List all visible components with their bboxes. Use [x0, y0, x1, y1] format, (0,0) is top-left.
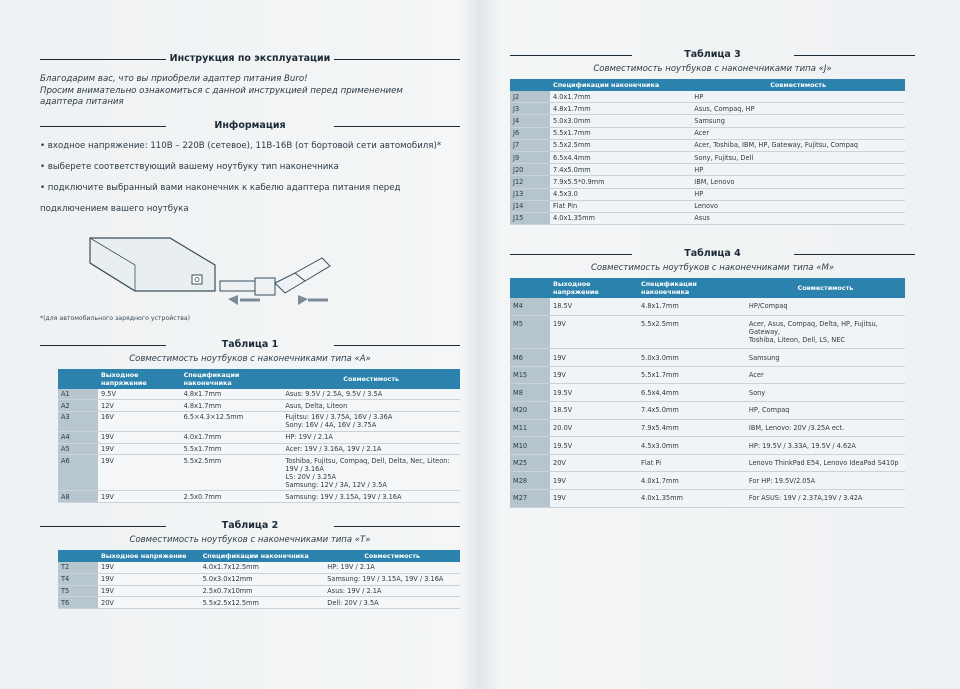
table-cell: HP, Compaq — [746, 402, 905, 420]
table-row — [510, 419, 905, 437]
table-row — [58, 431, 460, 443]
column-header: Совместимость — [324, 550, 460, 562]
table-cell: A5 — [58, 443, 98, 455]
instructions-heading: Инструкция по эксплуатации — [40, 52, 460, 66]
bullet-line: подключением вашего ноутбука — [40, 203, 189, 214]
table-cell: HP: 19.5V / 3.33A, 19.5V / 4.62A — [746, 437, 905, 455]
table-row — [58, 491, 460, 503]
table-cell: T5 — [58, 585, 98, 597]
table-cell: 5.5x2.5mm — [550, 139, 691, 151]
table-cell: 5.0x3.0mm — [550, 115, 691, 127]
table-body — [58, 389, 460, 503]
table-cell: M10 — [510, 437, 550, 455]
table-row — [510, 402, 905, 420]
table-cell: 19V — [98, 562, 200, 573]
table-row — [510, 139, 905, 151]
table-cell: M25 — [510, 454, 550, 472]
intro-line: Просим внимательно ознакомиться с данной инструкцией перед применением — [40, 85, 403, 96]
column-header — [58, 550, 98, 562]
info-bullets — [40, 141, 460, 215]
table-cell: Acer, Asus, Compaq, Delta, HP, Fujitsu, Gateway, Toshiba, Liteon, Dell, LS, NEC — [746, 315, 905, 349]
table-cell: Asus: 9.5V / 2.5A, 9.5V / 3.5A — [282, 389, 460, 400]
table-cell: A3 — [58, 412, 98, 432]
table-cell: J3 — [510, 103, 550, 115]
table-cell: 6.5×4.3×12.5mm — [181, 412, 283, 432]
table-cell: 7.9x5.5*0.9mm — [550, 176, 691, 188]
table-3 — [510, 79, 905, 225]
table-row — [510, 454, 905, 472]
table-cell: Dell: 20V / 3.5A — [324, 597, 460, 609]
column-header: Спецификации наконечника — [181, 369, 283, 389]
table-cell: M5 — [510, 315, 550, 349]
table-row — [510, 200, 905, 212]
table-row — [58, 573, 460, 585]
table-cell: HP — [691, 164, 905, 176]
table-cell: 19V — [550, 490, 638, 508]
table-row — [58, 400, 460, 412]
table-cell: T4 — [58, 573, 98, 585]
table-cell: 4.0x1.7mm — [638, 472, 746, 490]
table-cell: 20V — [98, 597, 200, 609]
table-cell: 4.0x1.7x12.5mm — [200, 562, 325, 573]
table-cell: M20 — [510, 402, 550, 420]
table-cell: 2.5x0.7mm — [181, 491, 283, 503]
column-header: Выходное напряжение — [98, 550, 200, 562]
table-cell: Samsung — [746, 349, 905, 367]
table-cell: 4.5x3.0 — [550, 188, 691, 200]
connector-diagram — [40, 223, 460, 313]
table-cell: 5.5x2.5x12.5mm — [200, 597, 325, 609]
table-row — [510, 472, 905, 490]
table-cell: Acer — [746, 366, 905, 384]
table-cell: 19V — [550, 315, 638, 349]
table-cell: J20 — [510, 164, 550, 176]
right-page — [510, 48, 915, 508]
table-cell: M28 — [510, 472, 550, 490]
table-cell: Flat Pin — [550, 200, 691, 212]
table-cell: 5.0x3.0x12mm — [200, 573, 325, 585]
table-cell: J14 — [510, 200, 550, 212]
table-cell: 19V — [98, 573, 200, 585]
table-cell: 19V — [98, 431, 181, 443]
table-row — [58, 455, 460, 491]
table1-subtitle: Совместимость ноутбуков с наконечниками типа «A» — [129, 353, 371, 364]
table-cell: 20V — [550, 454, 638, 472]
table-row — [58, 443, 460, 455]
table-cell: 19.5V — [550, 437, 638, 455]
table3-subtitle: Совместимость ноутбуков с наконечниками типа «J» — [593, 64, 832, 74]
table-cell: J15 — [510, 212, 550, 224]
table-cell: Asus — [691, 212, 905, 224]
column-header: Спецификации наконечника — [638, 278, 746, 298]
table-header-row — [58, 369, 460, 389]
table-cell: Samsung: 19V / 3.15A, 19V / 3.16A — [324, 573, 460, 585]
table-2 — [58, 550, 460, 609]
footnote: *(для автомобильного зарядного устройства) — [40, 314, 191, 322]
table-4 — [510, 278, 905, 508]
table-cell: 4.0x1.7mm — [181, 431, 283, 443]
table-cell: 6.5x4.4mm — [638, 384, 746, 402]
table-cell: 7.4x5.0mm — [638, 402, 746, 420]
table-cell: For HP: 19.5V/2.05A — [746, 472, 905, 490]
table-row — [58, 597, 460, 609]
table-cell: M11 — [510, 419, 550, 437]
column-header — [510, 278, 550, 298]
info-heading: Информация — [40, 119, 460, 133]
bullet-line: • подключите выбранный вами наконечник к кабелю адаптера питания перед — [40, 182, 401, 193]
table-row — [58, 412, 460, 432]
table-row — [510, 188, 905, 200]
intro-text — [40, 74, 460, 109]
table-cell: 4.8x1.7mm — [638, 298, 746, 315]
table-cell: Lenovo ThinkPad E54, Lenovo IdeaPad S410p — [746, 454, 905, 472]
table-row — [510, 127, 905, 139]
table-cell: Acer — [691, 127, 905, 139]
table-cell: 9.5V — [98, 389, 181, 400]
table1-title: Таблица 1 — [40, 338, 460, 352]
table-cell: HP — [691, 91, 905, 103]
table-cell: Acer: 19V / 3.16A, 19V / 2.1A — [282, 443, 460, 455]
table-row — [510, 115, 905, 127]
table-cell: 4.0x1.35mm — [550, 212, 691, 224]
table-header-row — [510, 79, 905, 91]
table-cell: 19V — [550, 349, 638, 367]
table-cell: 5.5x1.7mm — [638, 366, 746, 384]
table-cell: 5.5x2.5mm — [181, 455, 283, 491]
column-header: Выходное напряжение — [98, 369, 181, 389]
table-cell: Acer, Toshiba, IBM, HP, Gateway, Fujitsu, Compaq — [691, 139, 905, 151]
table-row — [510, 315, 905, 349]
table2-subtitle: Совместимость ноутбуков с наконечниками типа «T» — [129, 534, 371, 545]
table-row — [510, 366, 905, 384]
left-page — [40, 40, 460, 609]
table-cell: 4.8x1.7mm — [181, 400, 283, 412]
table-cell: 5.5x1.7mm — [181, 443, 283, 455]
table-cell: A1 — [58, 389, 98, 400]
table-body — [58, 562, 460, 609]
table-cell: 4.8x1.7mm — [181, 389, 283, 400]
table-cell: 7.9x5.4mm — [638, 419, 746, 437]
table-cell: J13 — [510, 188, 550, 200]
table3-title: Таблица 3 — [510, 48, 915, 62]
table-cell: A6 — [58, 455, 98, 491]
table-row — [510, 212, 905, 224]
table-row — [510, 437, 905, 455]
column-header — [510, 79, 550, 91]
column-header: Спецификации наконечника — [550, 79, 691, 91]
table-cell: 6.5x4.4mm — [550, 151, 691, 163]
table-cell: J12 — [510, 176, 550, 188]
table-cell: HP/Compaq — [746, 298, 905, 315]
table-cell: 20.0V — [550, 419, 638, 437]
table-row — [510, 164, 905, 176]
table-row — [510, 91, 905, 103]
table-cell: 12V — [98, 400, 181, 412]
table-cell: A4 — [58, 431, 98, 443]
table-cell: Samsung — [691, 115, 905, 127]
table-cell: 4.8x1.7mm — [550, 103, 691, 115]
table-cell: T6 — [58, 597, 98, 609]
table-cell: IBM, Lenovo: 20V /3.25A ect. — [746, 419, 905, 437]
table-header-row — [58, 550, 460, 562]
intro-line: Благодарим вас, что вы приобрели адаптер питания Buro! — [40, 74, 308, 84]
table-cell: 19V — [98, 455, 181, 491]
table-cell: M4 — [510, 298, 550, 315]
table-cell: 4.0x1.35mm — [638, 490, 746, 508]
table-row — [510, 151, 905, 163]
table-cell: Samsung: 19V / 3.15A, 19V / 3.16A — [282, 491, 460, 503]
laptop-plug-illustration — [40, 223, 340, 313]
table-row — [510, 298, 905, 315]
table-cell: A2 — [58, 400, 98, 412]
table-cell: Lenovo — [691, 200, 905, 212]
table-cell: HP: 19V / 2.1A — [282, 431, 460, 443]
table-cell: Asus, Delta, Liteon — [282, 400, 460, 412]
table-cell: For ASUS: 19V / 2.37A,19V / 3.42A — [746, 490, 905, 508]
table2-title: Таблица 2 — [40, 519, 460, 533]
table-cell: T2 — [58, 562, 98, 573]
table-cell: 7.4x5.0mm — [550, 164, 691, 176]
table-cell: 19V — [98, 443, 181, 455]
table-cell: J9 — [510, 151, 550, 163]
table-row — [58, 585, 460, 597]
table-cell: 5.5x2.5mm — [638, 315, 746, 349]
table-cell: 4.5x3.0mm — [638, 437, 746, 455]
column-header: Совместимость — [691, 79, 905, 91]
table-cell: Sony, Fujitsu, Dell — [691, 151, 905, 163]
column-header: Спецификации наконечника — [200, 550, 325, 562]
table-row — [510, 349, 905, 367]
column-header: Совместимость — [746, 278, 905, 298]
table-cell: Asus, Compaq, HP — [691, 103, 905, 115]
table-cell: M6 — [510, 349, 550, 367]
table-cell: Asus: 19V / 2.1A — [324, 585, 460, 597]
table-row — [510, 103, 905, 115]
table-cell: HP — [691, 188, 905, 200]
table-row — [510, 490, 905, 508]
table-cell: IBM, Lenovo — [691, 176, 905, 188]
table-cell: 5.5x1.7mm — [550, 127, 691, 139]
intro-line: адаптера питания — [40, 97, 124, 107]
table-row — [510, 384, 905, 402]
table-cell: 19.5V — [550, 384, 638, 402]
table-cell: HP: 19V / 2.1A — [324, 562, 460, 573]
table-1 — [58, 369, 460, 503]
table-cell: 19V — [98, 585, 200, 597]
table-row — [58, 389, 460, 400]
table-cell: Fujitsu: 16V / 3.75A, 16V / 3.36A Sony: 16V / 4A, 16V / 3.75A — [282, 412, 460, 432]
table-body — [510, 298, 905, 507]
column-header: Совместимость — [282, 369, 460, 389]
table-body — [510, 91, 905, 225]
bullet-item — [40, 183, 460, 215]
table-cell: Sony — [746, 384, 905, 402]
table-cell: M27 — [510, 490, 550, 508]
table-cell: 19V — [550, 366, 638, 384]
table-cell: 19V — [550, 472, 638, 490]
table-row — [510, 176, 905, 188]
table-cell: J2 — [510, 91, 550, 103]
table-cell: J7 — [510, 139, 550, 151]
table-cell: A8 — [58, 491, 98, 503]
table-cell: M8 — [510, 384, 550, 402]
table-cell: Flat Pi — [638, 454, 746, 472]
table-cell: 18.5V — [550, 402, 638, 420]
table-cell: J4 — [510, 115, 550, 127]
bullet-item: • входное напряжение: 110В – 220В (сетевое), 11В-16В (от бортовой сети автомобиля)* — [40, 140, 442, 151]
table-cell: Toshiba, Fujitsu, Compaq, Dell, Delta, Nec, Liteon: 19V / 3.16A LS: 20V / 3.25A Samsung: 12V / 3A, 12V / 3.5A — [282, 455, 460, 491]
table4-title: Таблица 4 — [510, 247, 915, 261]
table-cell: 5.0x3.0mm — [638, 349, 746, 367]
table-cell: M15 — [510, 366, 550, 384]
bullet-item: • выберете соответствующий вашему ноутбуку тип наконечника — [40, 161, 339, 172]
table-row — [58, 562, 460, 573]
table-cell: J6 — [510, 127, 550, 139]
column-header: Выходное напряжение — [550, 278, 638, 298]
table-cell: 16V — [98, 412, 181, 432]
table-cell: 18.5V — [550, 298, 638, 315]
column-header — [58, 369, 98, 389]
table-cell: 4.0x1.7mm — [550, 91, 691, 103]
table-cell: 2.5x0.7x10mm — [200, 585, 325, 597]
table4-subtitle: Совместимость ноутбуков с наконечниками типа «M» — [590, 263, 835, 274]
table-cell: 19V — [98, 491, 181, 503]
table-header-row — [510, 278, 905, 298]
